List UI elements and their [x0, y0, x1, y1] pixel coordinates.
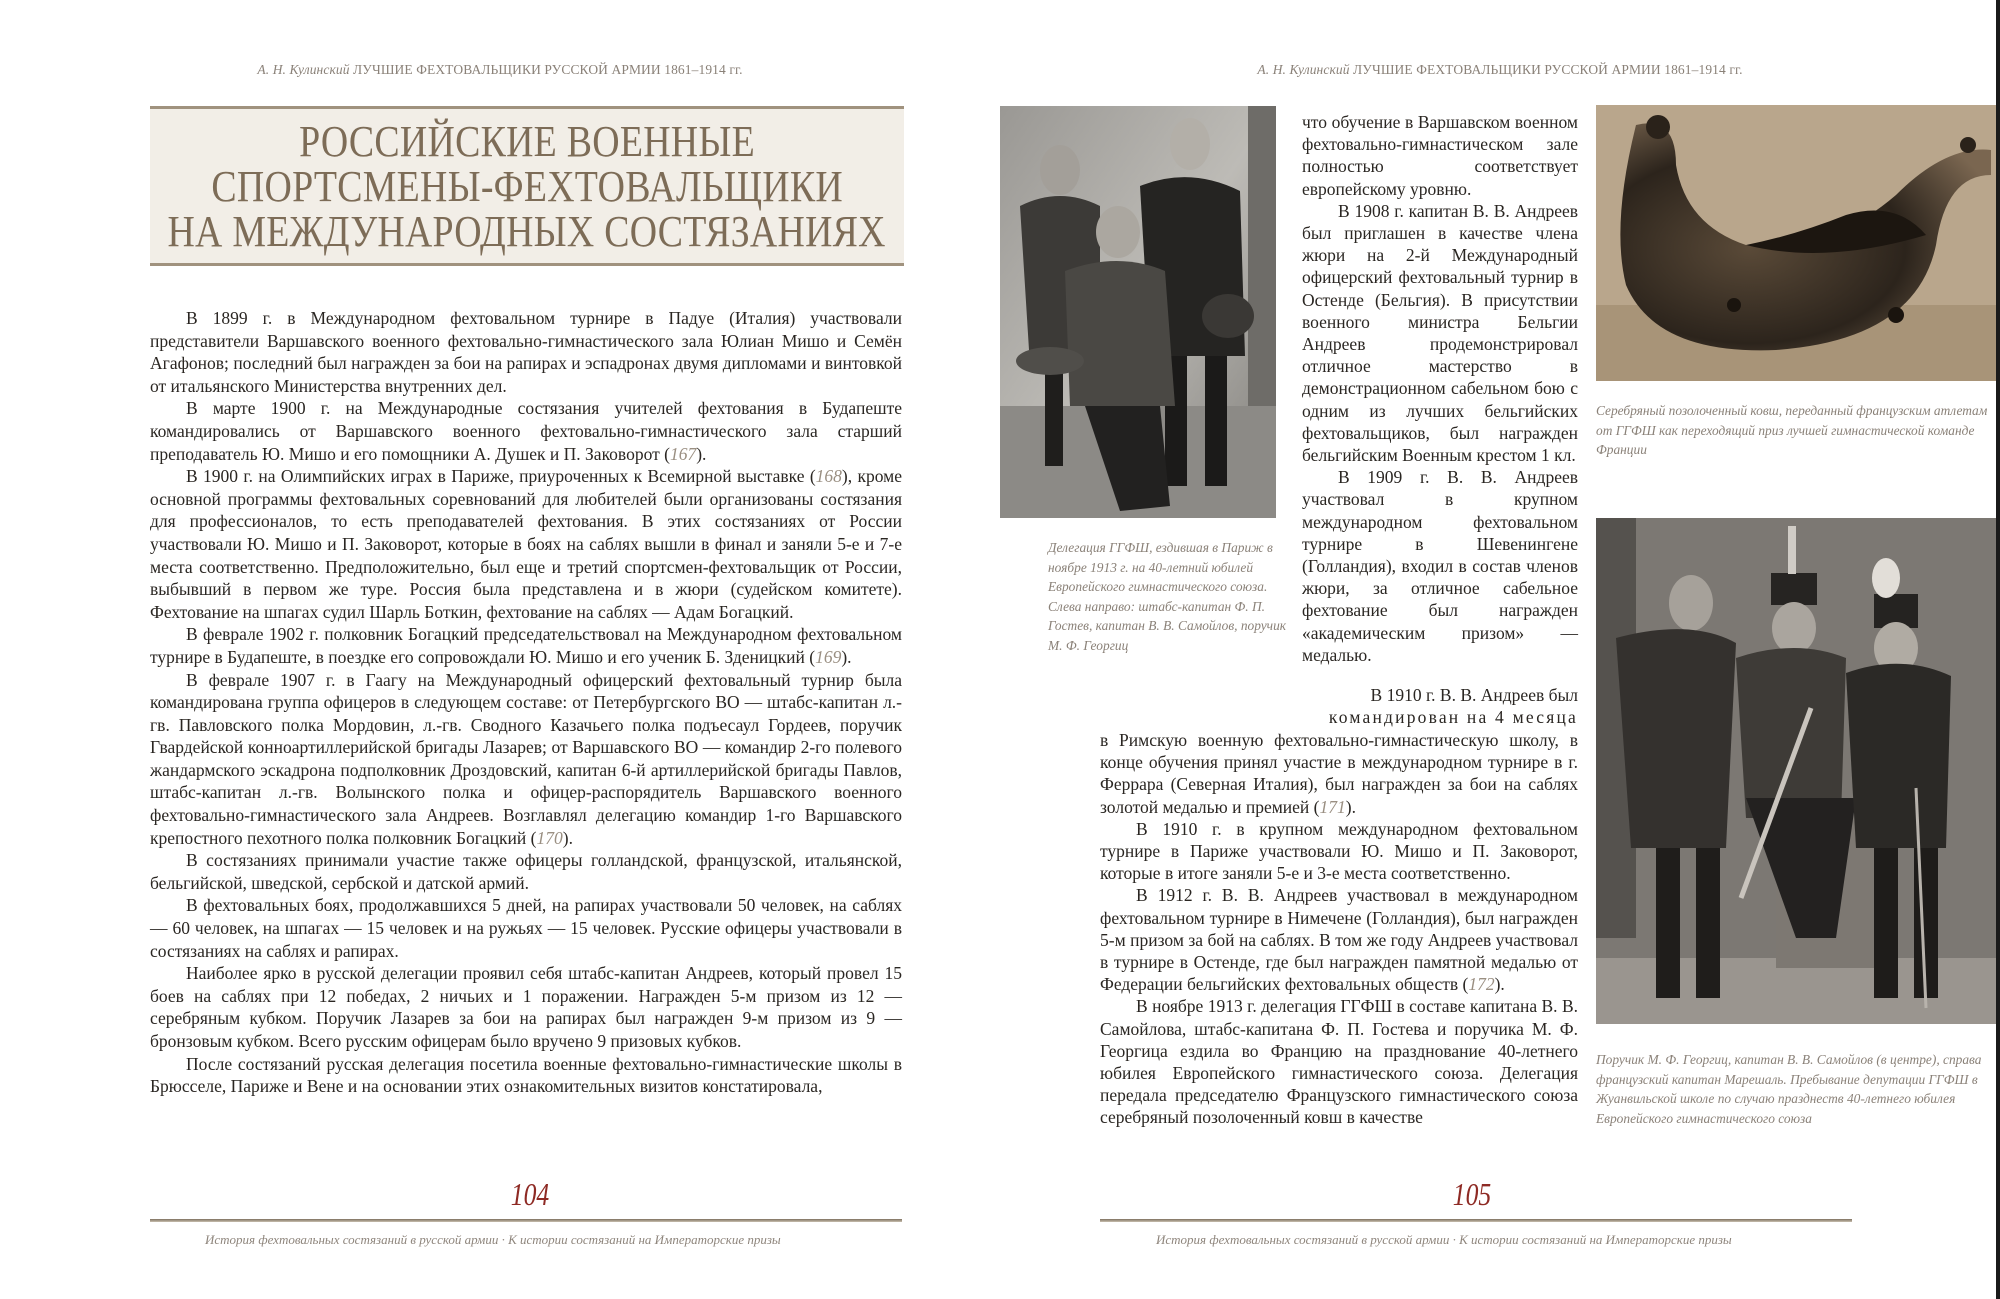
kovsh-caption: Серебряный позолоченный ковш, переданный французским атлетам от ГГФШ как переходящий приз лучшей гимнастической команде Франции — [1596, 403, 1988, 457]
page-105 — [1000, 0, 2000, 1299]
page-footer: История фехтовальных состязаний в русской армии · К истории состязаний на Императорские призы — [1156, 1232, 1732, 1247]
paragraph: После состязаний русская делегация посетила военные фехтовально-гимнастические школы в Брюсселе, Париже и Вене и на основании этих ознакомительных визитов констатировала, — [150, 1053, 902, 1097]
paragraph: В состязаниях принимали участие также офицеры голландской, французской, итальянской, бельгийской, шведской, сербской и датской армий. — [150, 850, 902, 893]
footnote-ref[interactable]: 168 — [815, 466, 842, 487]
paragraph: В 1910 г. в крупном международном фехтовальном турнире в Париже участвовали Ю. Мишо и П. Заковорот, которые в итоге заняли 5-е и 3-е места соответственно. — [1100, 818, 1578, 884]
chapter-title-line: РОССИЙСКИЕ ВОЕННЫЕ — [299, 116, 755, 166]
paragraph: В фехтовальных боях, продолжавшихся 5 дней, на рапирах участвовали 50 человек, на саблях — 60 человек, на шпагах — 15 человек и на ружьях — 15 человек. Русские офицеры участвовали в состязаниях на саблях и рапирах. — [150, 895, 902, 961]
right-wide-text — [1100, 729, 1578, 1129]
running-head-title: ЛУЧШИЕ ФЕХТОВАЛЬЩИКИ РУССКОЙ АРМИИ 1861–1914 гг. — [1353, 62, 1743, 77]
officers-photo — [1596, 518, 2000, 1024]
paragraph: В 1912 г. В. В. Андреев участвовал в международном фехтовальном турнире в Нимечене (Голландия), был награжден 5-м призом за бой на саблях. В том же году Андреев участвовал в турнире в Остенде, где был награжден памятной медалью от Федерации бельгийских фехтовальных обществ (172). — [1100, 885, 1578, 995]
footnote-ref[interactable]: 169 — [815, 646, 842, 667]
officers-caption: Поручик М. Ф. Георгиц, капитан В. В. Самойлов (в центре), справа французский капитан Марешаль. Пребывание депутации ГГФШ в Жуанвильской школе по случаю празднеств 40-летнего юбилея Европейского гимнастического союза — [1596, 1052, 1982, 1126]
footnote-ref[interactable]: 170 — [536, 827, 563, 848]
footer-rule — [150, 1219, 902, 1222]
running-head-author: А. Н. Кулинский — [1257, 62, 1350, 77]
kovsh-photo — [1596, 105, 2000, 381]
paragraph: В марте 1900 г. на Международные состязания учителей фехтования в Будапеште командировались от Варшавского военного фехтовально-гимнастического зала старший преподаватель Ю. Мишо и его помощники А. Душек и П. Заковорот (167). — [150, 398, 902, 464]
paragraph: В 1909 г. В. В. Андреев участвовал в крупном международном фехтовальном турнире в Шевенингене (Голландия), входил в состав членов жюри, за отличное сабельное фехтование был награжден «академическим призом» — медалью. — [1302, 467, 1578, 665]
delegation-photo-image — [1000, 106, 1276, 518]
chapter-title-line: НА МЕЖДУНАРОДНЫХ СОСТЯЗАНИЯХ — [167, 206, 887, 256]
running-head — [1000, 62, 2000, 78]
paragraph: Наиболее ярко в русской делегации проявил себя штабс-капитан Андреев, который провел 15 боев на саблях при 12 победах, 2 ничьих и 1 поражении. Награжден 5-м призом из 12 — серебряным кубком. Поручик Лазарев за бои на рапирах был награжден 9-м призом из 9 — бронзовым кубком. Всего русским офицерам было вручено 9 призовых кубков. — [150, 963, 902, 1051]
running-head-title: ЛУЧШИЕ ФЕХТОВАЛЬЩИКИ РУССКОЙ АРМИИ 1861–1914 гг. — [353, 62, 743, 77]
paragraph: В ноябре 1913 г. делегация ГГФШ в составе капитана В. В. Самойлова, штабс-капитана Ф. П. Гостева и поручика М. Ф. Георгица ездила во Францию на празднование 40-летнего юбилея Европейского гимнастического союза. Делегация передала председателю Французского гимнастического союза серебряный позолоченный ковш в качестве — [1100, 996, 1578, 1128]
delegation-caption: Делегация ГГФШ, ездившая в Париж в ноябре 1913 г. на 40-летний юбилей Европейского гимнастического союза. Слева направо: штабс-капитан Ф. П. Гостев, капитан В. В. Самойлов, поручик М. Ф. Георгиц — [1048, 540, 1287, 653]
paragraph: В феврале 1902 г. полковник Богацкий председательствовал на Международном фехтовальном турнире в Будапеште, в поездке его сопровождали Ю. Мишо и его ученик Б. Зденицкий (169). — [150, 624, 902, 667]
paragraph: В 1899 г. в Международном фехтовальном турнире в Падуе (Италия) участвовали представители Варшавского военного фехтовально-гимнастического зала Юлиан Мишо и Семён Агафонов; последний был награжден за бои на рапирах и эспадронах двумя дипломами и винтовкой от итальянского Министерства внутренних дел. — [150, 308, 902, 396]
footnote-ref[interactable]: 172 — [1468, 974, 1495, 995]
left-body-text — [150, 307, 902, 1098]
page-number: 105 — [1452, 1176, 1492, 1212]
kovsh-photo-image — [1596, 105, 2000, 381]
delegation-photo — [1000, 106, 1276, 518]
paragraph: В феврале 1907 г. в Гаагу на Международный офицерский фехтовальный турнир была командирована группа офицеров в следующем составе: от Петербургского ВО — штабс-капитан л.-гв. Павловского полка Мордовин, л.-гв. Сводного Казачьего полка подъесаул Гордеев, поручик Гвардейской конноартиллерийской бригады Лазарев; от Варшавского ВО — командир 2-го полевого жандармского эскадрона подполковник Дроздовский, капитан 6-й артиллерийской бригады Павлов, штабс-капитан л.-гв. Волынского полка и офицер-распорядитель Варшавского военного фехтовально-гимнастического зала Андреев. Возглавлял делегацию командир 1-го Варшавского крепостного пехотного полка полковник Богацкий (170). — [150, 669, 902, 848]
paragraph: В 1908 г. капитан В. В. Андреев был приглашен в качестве члена жюри на 2-й Международный офицерский фехтовальный турнир в Остенде (Бельгия). В присутствии военного министра Бельгии Андреев продемонстрировал отличное мастерство в демонстрационном сабельном бою с одним из лучших бельгийских фехтовальщиков, был награжден бельгийским Военным крестом 1 кл. — [1302, 200, 1578, 466]
footnote-ref[interactable]: 171 — [1319, 796, 1346, 817]
wide-intro-line: В 1910 г. В. В. Андреев был — [1370, 685, 1578, 705]
footnote-ref[interactable]: 167 — [669, 443, 697, 464]
page-number: 104 — [510, 1176, 550, 1212]
footer-rule — [1100, 1219, 1852, 1222]
chapter-title-box — [150, 106, 904, 266]
wide-intro-line: командирован на 4 месяца — [1328, 707, 1578, 728]
chapter-title-line: СПОРТСМЕНЫ-ФЕХТОВАЛЬЩИКИ — [211, 161, 843, 211]
page-edge — [1996, 0, 2000, 1299]
paragraph: что обучение в Варшавском военном фехтовально-гимнастическом зале полностью соответствует европейскому уровню. — [1302, 112, 1578, 199]
right-column-text — [1302, 111, 1578, 666]
running-head-author: А. Н. Кулинский — [257, 62, 350, 77]
running-head — [0, 62, 1000, 78]
page-footer: История фехтовальных состязаний в русской армии · К истории состязаний на Императорские призы — [205, 1232, 781, 1247]
wide-intro — [1302, 684, 1578, 728]
paragraph: в Римскую военную фехтовально-гимнастическую школу, в конце обучения принял участие в международном турнире в г. Феррара (Северная Италия), был награжден за бои на саблях золотой медалью и премией (171). — [1100, 730, 1578, 817]
officers-photo-image — [1596, 518, 2000, 1024]
paragraph: В 1900 г. на Олимпийских играх в Париже, приуроченных к Всемирной выставке (168), кроме основной программы фехтовальных соревнований для любителей были организованы состязания для профессионалов, то есть преподавателей фехтования. В этих состязаниях от России участвовали Ю. Мишо и П. Заковорот, которые в боях на саблях вышли в финал и заняли 5-е и 7-е места соответственно. Предположительно, был еще и третий спортсмен-фехтовальщик от России, выбывший в первом же туре. Россия была представлена и в жюри (судейском комитете). Фехтование на шпагах судил Шарль Боткин, фехтование на саблях — Адам Богацкий. — [150, 466, 902, 622]
